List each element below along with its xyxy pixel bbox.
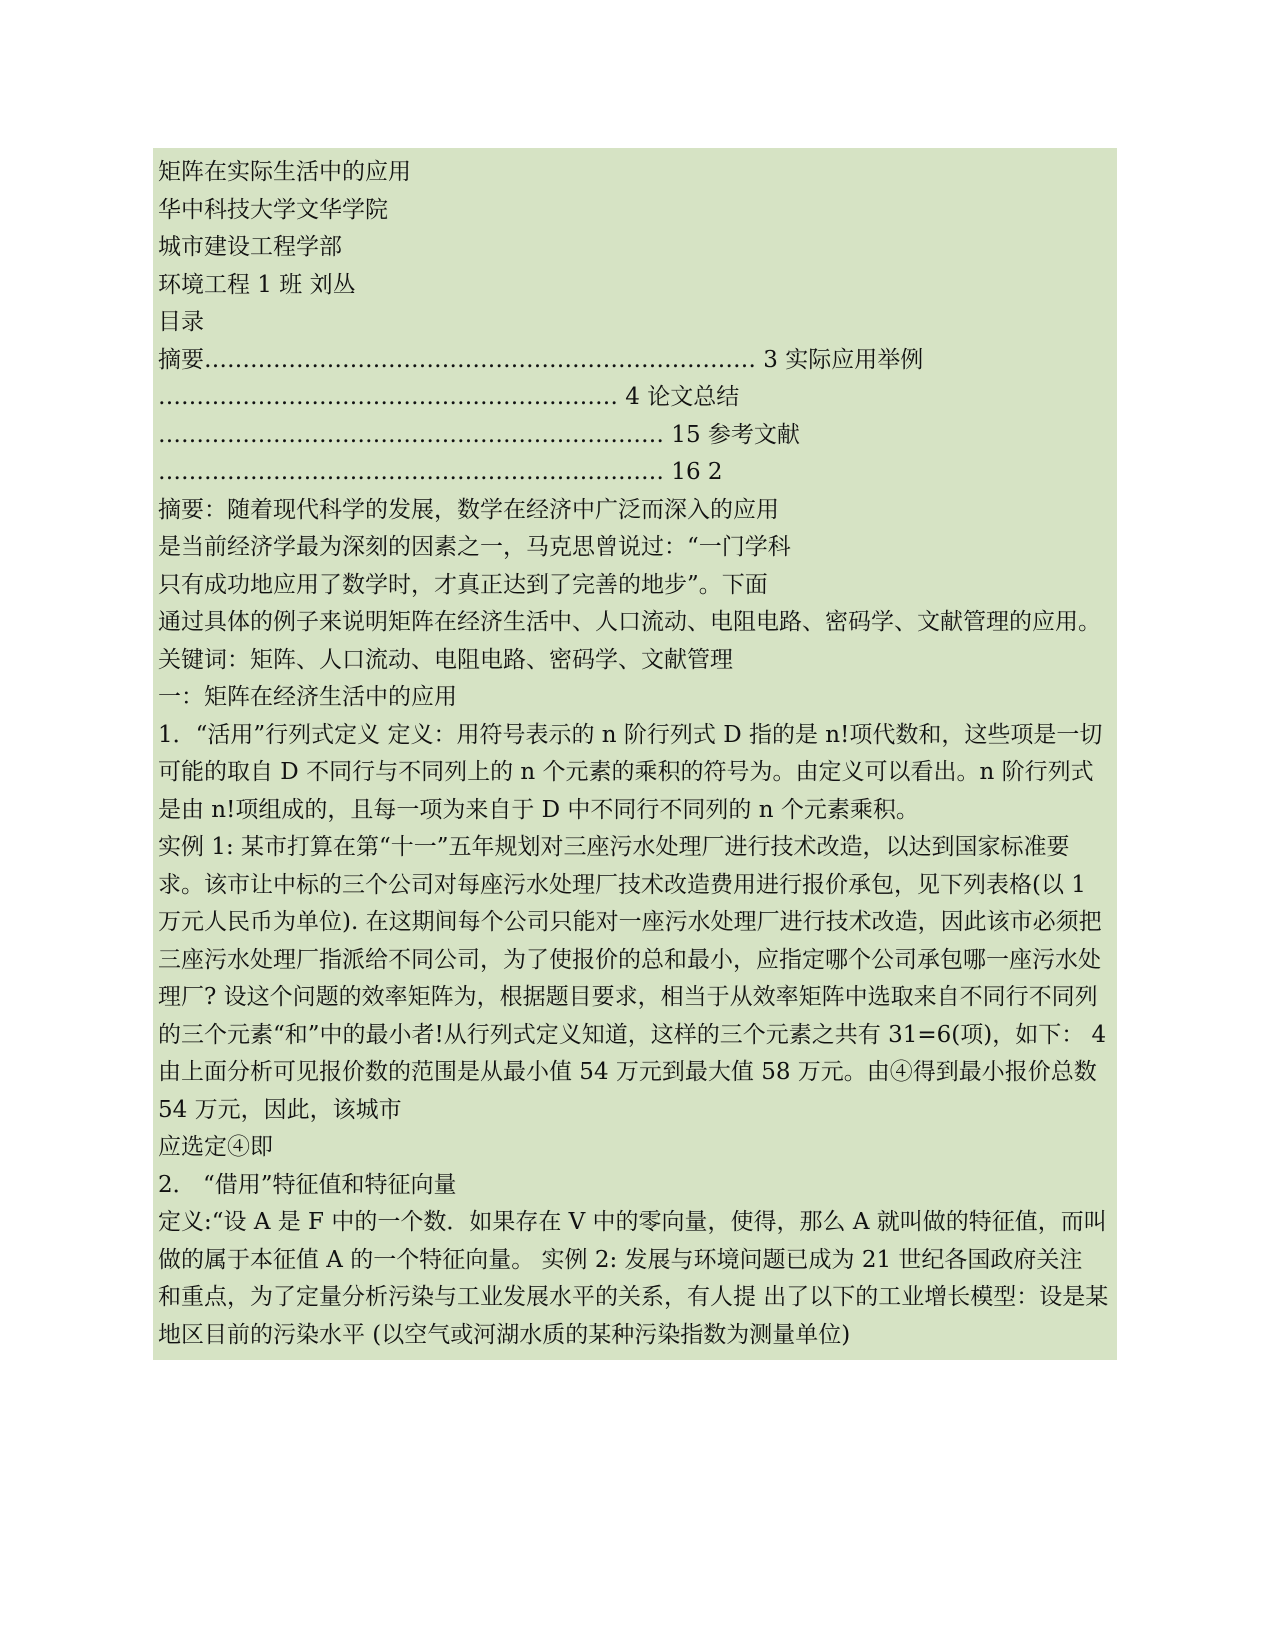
document-body (153, 148, 1117, 1360)
author-line: 环境工程 1 班 刘丛 (158, 271, 356, 298)
toc-line: ………………………………………………………… 16 2 (158, 459, 723, 485)
abstract-continuation: 通过具体的例子来说明矩阵在经济生活中、人口流动、电阻电路、密码学、文献管理的应用。 (158, 609, 1101, 635)
university-name: 华中科技大学文华学院 (158, 196, 388, 223)
paragraph-example-1: 实例 1: 某市打算在第“十一”五年规划对三座污水处理厂进行技术改造，以达到国家标准要求。该市让中标的三个公司对每座污水处理厂技术改造费用进行报价承包，见下列表格(以 1 万元人民币为单位). 在这期间每个公司只能对一座污水处理厂进行技术改造，因此该市必须把三座污水处理厂指派给不同公司，为了使报价的总和最小，应指定哪个公司承包哪一座污水处理厂? 设这个问题的效率矩阵为，根据题目要求，相当于从效率矩阵中选取来自不同行不同列的三个元素“和”中的最小者!从行列式定义知道，这样的三个元素之共有 31=6(项)，如下： 4 (158, 834, 1107, 1048)
selection-line: 应选定④即 (158, 1134, 273, 1160)
toc-heading: 目录 (158, 309, 204, 335)
abstract-line: 只有成功地应用了数学时，才真正达到了完善的地步”。下面 (158, 571, 768, 598)
keywords: 关键词：矩阵、人口流动、电阻电路、密码学、文献管理 (158, 646, 733, 673)
toc-line: 摘要……………………………………………………………… 3 实际应用举例 (158, 346, 924, 373)
section-heading: 2． “借用”特征值和特征向量 (158, 1171, 457, 1198)
doc-title: 矩阵在实际生活中的应用 (158, 159, 411, 185)
abstract-line: 摘要：随着现代科学的发展，数学在经济中广泛而深入的应用 (158, 496, 779, 523)
paragraph-determinant-definition: 1．“活用”行列式定义 定义：用符号表示的 n 阶行列式 D 指的是 n!项代数和，这些项是一切可能的取自 D 不同行与不同列上的 n 个元素的乘积的符号为。由定义可以看出。n 阶行列式是由 n!项组成的，且每一项为来自于 D 中不同行不同列的 n 个元素乘积。 (158, 721, 1103, 823)
department-name: 城市建设工程学部 (158, 234, 342, 260)
toc-line: ………………………………………………………… 15 参考文献 (158, 421, 800, 448)
section-heading: 一：矩阵在经济生活中的应用 (158, 684, 457, 710)
abstract-line: 是当前经济学最为深刻的因素之一，马克思曾说过：“一门学科 (158, 534, 791, 560)
toc-line: …………………………………………………… 4 论文总结 (158, 384, 740, 410)
paragraph-eigen-definition: 定义:“设 A 是 F 中的一个数．如果存在 V 中的零向量，使得，那么 A 就叫做的特征值，而叫做的属于本征值 A 的一个特征向量。 实例 2: 发展与环境问题已成为 21 世纪各国政府关注 (158, 1209, 1107, 1273)
paragraph-growth-model: 和重点，为了定量分析污染与工业发展水平的关系，有人提 出了以下的工业增长模型：设是某地区目前的污染水平 (以空气或河湖水质的某种污染指数为测量单位) (158, 1284, 1109, 1348)
paragraph-analysis: 由上面分析可见报价数的范围是从最小值 54 万元到最大值 58 万元。由④得到最小报价总数 54 万元，因此，该城市 (158, 1059, 1097, 1123)
